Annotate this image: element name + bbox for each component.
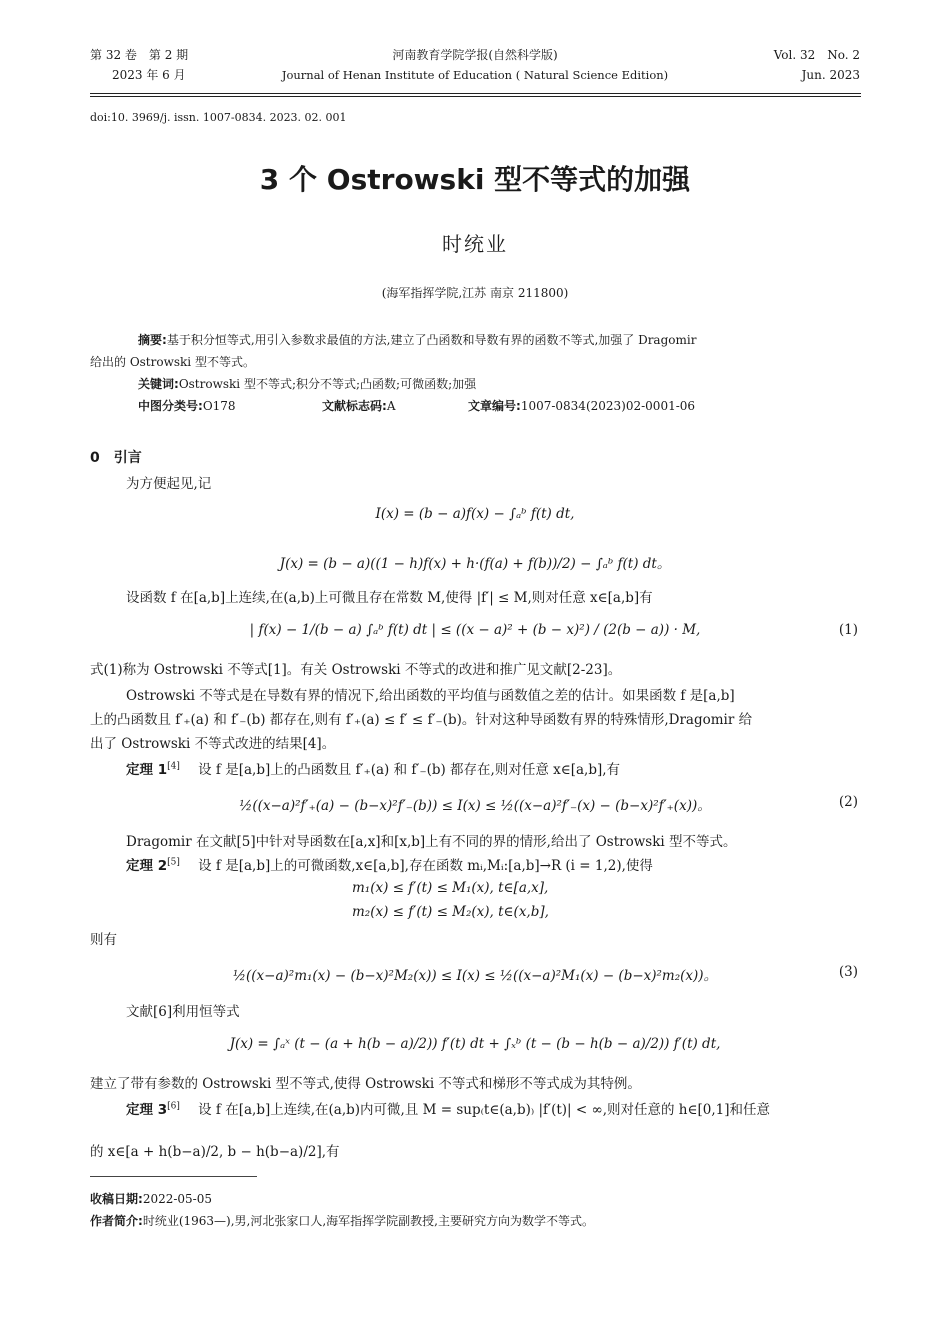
doi: doi:10. 3969/j. issn. 1007-0834. 2023. 02. 001 <box>90 111 347 124</box>
author: 时统业 <box>442 232 508 256</box>
theorem-1-text: 设 f 是[a,b]上的凸函数且 f′₊(a) 和 f′₋(b) 都存在,则对任意 x∈[a,b],有 <box>198 762 621 778</box>
header-vol-en: Vol. 32 No. 2 <box>773 48 860 62</box>
received-date <box>90 1190 212 1207</box>
theorem-3-continuation: 的 x∈[a + h(b−a)/2, b − h(b−a)/2],有 <box>90 1144 340 1160</box>
equation-J2: J(x) = ∫ₐˣ (t − (a + h(b − a)/2)) f′(t) dt + ∫ₓᵇ (t − (b − h(b − a)/2)) f′(t) dt, <box>229 1036 721 1052</box>
article-number-value: 1007-0834(2023)02-0001-06 <box>520 399 696 413</box>
equation-1: | f(x) − 1/(b − a) ∫ₐᵇ f(t) dt | ≤ ((x − a)² + (b − x)²) / (2(b − a)) · M, <box>249 622 701 638</box>
clc <box>138 395 236 417</box>
equation-J: J(x) = (b − a)((1 − h)f(x) + h·(f(a) + f(b))/2) − ∫ₐᵇ f(t) dt。 <box>279 556 671 572</box>
paragraph-dragomir: Dragomir 在文献[5]中针对导函数在[a,x]和[x,b]上有不同的界的情形,给出了 Ostrowski 型不等式。 <box>126 834 737 850</box>
doc-code-label: 文献标志码: <box>322 399 387 413</box>
footnote-rule <box>90 1176 257 1177</box>
article-number <box>468 395 695 417</box>
equation-3-number: (3) <box>838 964 858 980</box>
affiliation: (海军指挥学院,江苏 南京 211800) <box>381 286 569 300</box>
abstract-label: 摘要: <box>138 333 167 347</box>
received-value: 2022-05-05 <box>142 1192 212 1206</box>
theorem-3-label: 定理 3 <box>126 1102 168 1118</box>
section-heading: 0 引言 <box>90 450 142 466</box>
header-date: 2023 年 6 月 <box>112 68 186 82</box>
header-date-en: Jun. 2023 <box>801 68 860 82</box>
header-journal-en: Journal of Henan Institute of Education ( Natural Science Edition) <box>281 68 669 82</box>
received-label: 收稿日期: <box>90 1192 143 1206</box>
keywords-label: 关键词: <box>138 377 179 391</box>
paragraph-identity: 文献[6]利用恒等式 <box>126 1004 240 1020</box>
header-rule-thick <box>90 93 861 94</box>
doc-code-value: A <box>386 399 396 413</box>
equation-1-number: (1) <box>838 622 858 638</box>
clc-label: 中图分类号: <box>138 399 203 413</box>
theorem-2-condition-1: m₁(x) ≤ f′(t) ≤ M₁(x), t∈[a,x], <box>352 880 549 896</box>
equation-I: I(x) = (b − a)f(x) − ∫ₐᵇ f(t) dt, <box>375 506 575 522</box>
theorem-2-text: 设 f 是[a,b]上的可微函数,x∈[a,b],存在函数 mᵢ,Mᵢ:[a,b]→R (i = 1,2),使得 <box>198 858 653 874</box>
paragraph-then: 则有 <box>90 932 117 948</box>
paragraph-convex-3: 出了 Ostrowski 不等式改进的结果[4]。 <box>90 736 336 752</box>
theorem-3-text: 设 f 在[a,b]上连续,在(a,b)内可微,且 M = sup₍t∈(a,b)₎ |f′(t)| < ∞,则对任意的 h∈[0,1]和任意 <box>198 1102 770 1118</box>
theorem-1-ref: [4] <box>167 761 180 772</box>
author-bio-text: 时统业(1963—),男,河北张家口人,海军指挥学院副教授,主要研究方向为数学不等式。 <box>142 1214 594 1228</box>
header-journal-cn: 河南教育学院学报(自然科学版) <box>392 48 558 62</box>
keywords-text: Ostrowski 型不等式;积分不等式;凸函数;可微函数;加强 <box>178 377 477 391</box>
theorem-2-label: 定理 2 <box>126 858 168 874</box>
paragraph-ostrowski: 式(1)称为 Ostrowski 不等式[1]。有关 Ostrowski 不等式的改进和推广见文献[2-23]。 <box>90 662 622 678</box>
paragraph-intro: 为方便起见,记 <box>126 476 212 492</box>
header-rule-thin <box>90 96 861 97</box>
header-volume: 第 32 卷 第 2 期 <box>90 48 189 62</box>
author-bio <box>90 1212 594 1229</box>
page-title: 3 个 Ostrowski 型不等式的加强 <box>259 163 691 196</box>
clc-value: O178 <box>202 399 236 413</box>
paragraph-trapezoid: 建立了带有参数的 Ostrowski 型不等式,使得 Ostrowski 不等式和梯形不等式成为其特例。 <box>90 1076 641 1092</box>
paragraph-setup: 设函数 f 在[a,b]上连续,在(a,b)上可微且存在常数 M,使得 |f′| ≤ M,则对任意 x∈[a,b]有 <box>126 590 653 606</box>
paragraph-convex-1: Ostrowski 不等式是在导数有界的情况下,给出函数的平均值与函数值之差的估计。如果函数 f 是[a,b] <box>126 688 735 704</box>
theorem-3 <box>126 1098 770 1118</box>
theorem-3-ref: [6] <box>167 1101 180 1112</box>
keywords <box>138 373 476 395</box>
theorem-2-ref: [5] <box>167 857 180 868</box>
theorem-2 <box>126 854 653 874</box>
theorem-1-label: 定理 1 <box>126 762 168 778</box>
theorem-2-condition-2: m₂(x) ≤ f′(t) ≤ M₂(x), t∈(x,b], <box>352 904 549 920</box>
abstract-line-1 <box>138 329 696 351</box>
article-number-label: 文章编号: <box>468 399 521 413</box>
equation-3: ½((x−a)²m₁(x) − (b−x)²M₂(x)) ≤ I(x) ≤ ½((x−a)²M₁(x) − (b−x)²m₂(x))。 <box>232 968 718 984</box>
equation-2-number: (2) <box>838 794 858 810</box>
equation-2: ½((x−a)²f′₊(a) − (b−x)²f′₋(b)) ≤ I(x) ≤ ½((x−a)²f′₋(x) − (b−x)²f′₊(x))。 <box>239 798 711 814</box>
abstract-line-2: 给出的 Ostrowski 型不等式。 <box>90 355 255 369</box>
theorem-1 <box>126 758 620 778</box>
doc-code <box>322 395 395 417</box>
abstract-text-1: 基于积分恒等式,用引入参数求最值的方法,建立了凸函数和导数有界的函数不等式,加强了 Dragomir <box>166 333 697 347</box>
author-bio-label: 作者简介: <box>90 1214 143 1228</box>
paragraph-convex-2: 上的凸函数且 f′₊(a) 和 f′₋(b) 都存在,则有 f′₊(a) ≤ f′ ≤ f′₋(b)。针对这种导函数有界的特殊情形,Dragomir 给 <box>90 712 753 728</box>
